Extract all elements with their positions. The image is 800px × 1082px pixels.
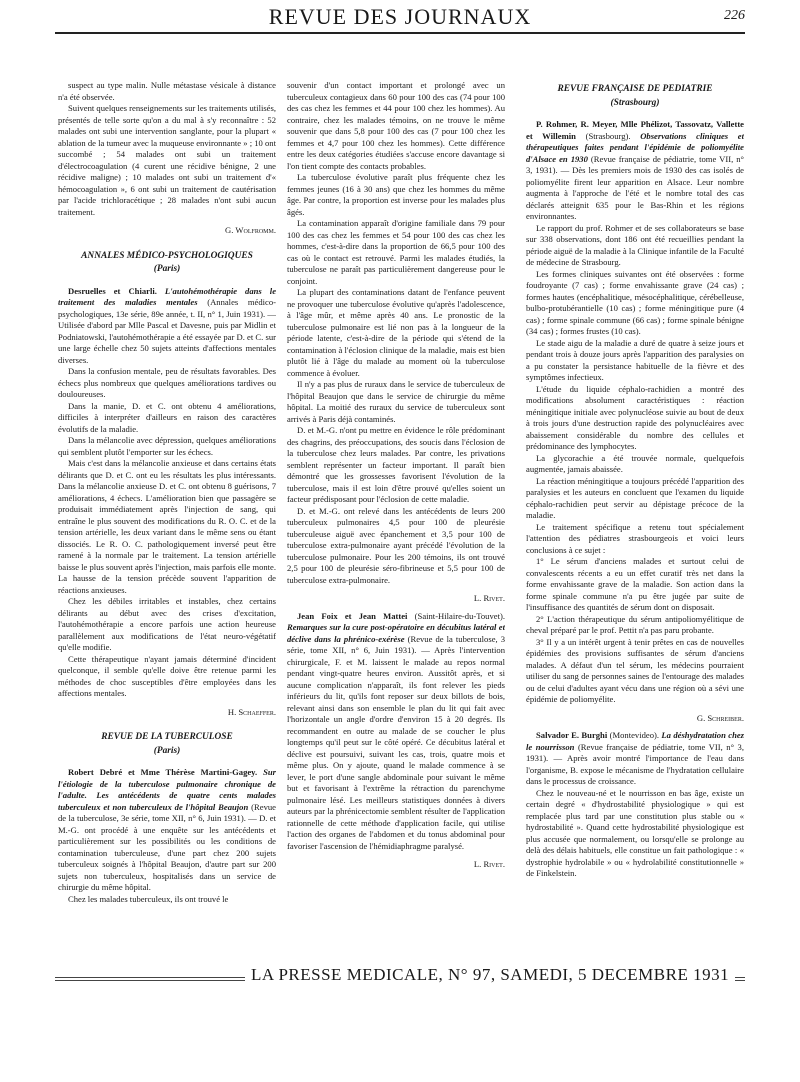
paragraph: Chez le nouveau-né et le nourrisson en bas âge, existe un certain degré « d'hydrostabilité physiologique » qui est remplacée plus tard par une constitution plus stable ou « hydrostabilité ». Quand cette hydrostabilité physiologique est plus accusée que normalement, ou lorsqu'elle se prolonge au delà des délais habituels, elle constitue un fait pathologique : « dystrophie hydrolabile » ou « hydrolabilité constitutionnelle » de Finkelstein. xyxy=(526,787,744,878)
paragraph: Chez les débiles irritables et instables, chez certains délirants au début avec des crises d'excitation, l'autohémothérapie a encore parfois une action heureuse parallèlement aux modifications de l'état neuro-végétatif qu'elle modifie. xyxy=(58,596,276,652)
paragraph: suspect au type malin. Nulle métastase vésicale à distance n'a été observée. xyxy=(58,80,276,102)
paragraph: Il n'y a pas plus de ruraux dans le service de tuberculeux de l'hôpital Beaujon que dans le service de chirurgie du même hôpital. La moitié des ruraux du service de tuberculeux sont arrivés à Paris déjà contaminés. xyxy=(287,379,505,424)
paragraph: 1° Le sérum d'anciens malades et surtout celui de convalescents récents a eu un effet curatif très net dans la forme envahissante grave de la maladie. Son action dans la forme spinale commune n'a pu être jugée par suite de l'insuffisance des quantités de sérum dont on disposait. xyxy=(526,556,744,612)
article-body: (Revue de la tuberculose, 3e série, tome XII, n° 6, Juin 1931). — D. et M.-G. ont procédé à une enquête sur les antécédents et particulièrement sur les possibilités ou les conditions de contamination tuberculeuse, d'une part chez 200 sujets tuberculeux soignés à l'hôpital Beaujon, d'autre part sur 200 sujets non tuberculeux, hospitalisés dans un service de chirurgie du même hôpital. xyxy=(58,801,276,892)
article-authors: Desruelles et Chiarli. xyxy=(68,285,157,296)
article-abstract xyxy=(58,767,276,894)
paragraph: Chez les malades tuberculeux, ils ont trouvé le xyxy=(68,893,229,904)
article-abstract xyxy=(58,286,276,367)
paragraph: La plupart des contaminations datant de l'enfance peuvent ne provoquer une tuberculose évolutive qu'après l'adolescence, à l'âge mûr, et même après 40 ans. Le pronostic de la tuberculose pulmonaire est lié non pas à la longueur de la période latente, c'est-à-dire de la période qui s'étend de la contamination à l'éclosion clinique de la maladie, mais est bien plutôt lié à l'âge du malade au moment où la tuberculose commence à évoluer. xyxy=(287,287,505,378)
paragraph: La tuberculose évolutive paraît plus fréquente chez les femmes jeunes (16 à 30 ans) que chez les hommes du même âge. Par contre, la proportion est inverse pour les malades plus âgés. xyxy=(287,172,505,217)
page-footer xyxy=(55,965,745,991)
section-heading: ANNALES MÉDICO-PSYCHOLOGIQUES xyxy=(81,250,253,261)
paragraph: D. et M.-G. n'ont pu mettre en évidence le rôle prédominant des chagrins, des préoccupations, des soucis dans l'éclosion de la tuberculose chez leurs malades. Par contre, les privations semblent représenter un facteur important. Il paraît bien démontré que les grossesses favorisent l'évolution de la tuberculose, mais il est loin d'être prouvé qu'elles soient un facteur prédisposant pour l'éclosion de cette maladie. xyxy=(287,425,505,504)
paragraph: Dans la confusion mentale, peu de résultats favorables. Des échecs plus nombreux que quelques améliorations tardives ou douloureuses. xyxy=(58,366,276,399)
paragraph: Mais c'est dans la mélancolie anxieuse et dans certains états délirants que D. et C. ont eu les résultats les plus intéressants. Dans la mélancolie anxieuse D. et C. ont obtenu 8 guérisons, 7 améliorations, 4 échecs. L'amélioration bien que passagère se produisait immédiatement après l'injection de sang, qui entraîne le plus souvent des modifications du R. O. C. et de la tension artérielle, les deux variant dans le même sens ou étant dissociés. Le R. O. C. pathologiquement inversé peut être ramené à la normale par le traitement. La tension artérielle baisse le plus souvent après l'injection, mais parfois elle monte. La hausse de la tension précède souvent l'apparition de réactions anxieuses. xyxy=(58,458,276,595)
paragraph: La réaction méningitique a toujours précédé l'apparition des paralysies et les auteurs en concluent que l'examen du liquide céphalo-rachidien peut servir au dépistage précoce de la maladie. xyxy=(526,475,744,520)
article-body: (Revue française de pédiatrie, tome VII, n° 3, 1931). — Dès les premiers mois de 1930 des cas isolés de poliomyélite firent leur apparition en Alsace. Leur nombre augmenta à l'approche de l'été et le nombre total des cas déclarés atteignit 635 pour le Bas-Rhin et les régions environnantes. xyxy=(526,153,744,221)
text-column-middle xyxy=(287,80,505,960)
text-column-right xyxy=(526,80,744,960)
author-signature: H. Schaeffer. xyxy=(227,706,276,717)
author-signature: L. Rivet. xyxy=(473,593,505,603)
paragraph: Dans la manie, D. et C. ont obtenu 4 améliorations, difficiles à interpréter d'ailleurs en raison des caractères évolutifs de la maladie. xyxy=(58,400,276,434)
section-heading: REVUE FRANÇAISE DE PEDIATRIE xyxy=(557,84,713,94)
author-signature: L. Rivet. xyxy=(473,859,505,869)
article-authors: Jean Foix et Jean Mattei xyxy=(297,610,408,621)
paragraph: D. et M.-G. ont relevé dans les antécédents de leurs 200 tuberculeux pulmonaires 4,5 pour 100 de pleurésie tuberculeuse aiguë avec épanchement et 3,5 pour 100 de tuberculose extra-pulmonaire ayant précédé l'évolution de la tuberculose pulmonaire. Pour les 200 témoins, ils ont trouvé 2,5 pour 100 de pleurésie séro-fibrineuse et 5,5 pour 100 de tuberculose extra-pulmonaire. xyxy=(287,505,505,585)
article-title: Observations cliniques et thérapeutiques faites pendant l'épidémie de poliomyélite d'Alsace en 1930 xyxy=(526,130,744,164)
paragraph: Dans la mélancolie avec dépression, quelques améliorations qui semblent plutôt l'emporter sur les échecs. xyxy=(58,435,276,457)
article-abstract xyxy=(526,119,744,223)
author-signature: G. Schreiber. xyxy=(696,712,744,723)
section-location: (Paris) xyxy=(153,745,181,756)
paragraph: La contamination apparaît d'origine familiale dans 79 pour 100 des cas chez les femmes et 54 pour 100 des cas chez les hommes, c'est-à-dire dans la proportion de 66,5 pour 100 des cas où le contact est retrouvé. Parmi les malades étudiés, la tuberculose ne paraît pas particulièrement dangereuse pour le conjoint. xyxy=(287,218,505,286)
section-heading: REVUE DE LA TUBERCULOSE xyxy=(101,732,233,742)
footer-publication-line: LA PRESSE MEDICALE, N° 97, SAMEDI, 5 DECEMBRE 1931 xyxy=(245,965,735,985)
article-place: (Strasbourg). xyxy=(585,130,631,141)
article-abstract xyxy=(287,611,505,853)
article-abstract xyxy=(526,730,744,788)
paragraph: Le traitement spécifique a retenu tout spécialement l'attention des pédiatres strasbourgeois et voici leurs conclusions à ce sujet : xyxy=(526,521,744,555)
author-signature: G. Wolfromm. xyxy=(225,225,276,235)
page-header xyxy=(55,2,745,34)
article-title: Remarques sur la cure post-opératoire en décubitus latéral et déclive dans la phrénico-exérèse xyxy=(287,622,505,644)
section-location: (Strasbourg) xyxy=(610,97,660,108)
footer-rule-left xyxy=(55,977,255,981)
journal-section-title: REVUE DES JOURNAUX xyxy=(268,4,532,29)
paragraph: Le rapport du prof. Rohmer et de ses collaborateurs se base sur 338 observations, dont 186 ont été recueillies pendant la période aiguë de la maladie à la Clinique infantile de la Faculté de médecine de Strasbourg. xyxy=(526,222,744,267)
article-authors: Salvador E. Burghi xyxy=(536,730,608,740)
paragraph: La glycorachie a été trouvée normale, quelquefois augmentée, jamais abaissée. xyxy=(526,452,744,474)
page-number: 226 xyxy=(724,8,745,23)
article-authors: P. Rohmer, R. Meyer, Mlle Phélizot, Tassovatz, Vallette et Willemin xyxy=(526,119,744,141)
article-title: La déshydratation chez le nourrisson xyxy=(526,730,744,752)
article-place: (Montevideo). xyxy=(609,730,660,740)
paragraph: 3° Il y a un intérêt urgent à tenir prêtes en cas de nouvelles épidémies des provisions suffisantes de sérum d'anciens malades. A défaut d'un tel sérum, les médecins pourraient utiliser du sang de personnes saines de l'entourage des malades ou de celui d'adultes ayant vécu dans une région où a sévi une épidémie de poliomyélite. xyxy=(526,636,744,704)
paragraph: Le stade aigu de la maladie a duré de quatre à seize jours et pendant trois à douze jours après l'apparition des paralysies on a pu constater la persistance habituelle de la fièvre et des symptômes infectieux. xyxy=(526,337,744,382)
section-location: (Paris) xyxy=(153,264,181,274)
paragraph: L'étude du liquide céphalo-rachidien a montré des modifications absolument caractéristiques : réaction méningitique initiale avec polynucléose suivie au bout de deux à trois jours d'une destruction rapide des polynucléaires avec abaissement considérable du nombre des cellules et prédominance des lymphocytes. xyxy=(526,383,744,451)
article-title: L'autohémothérapie dans le traitement des maladies mentales xyxy=(58,285,276,307)
article-body: (Annales médico-psychologiques, 13e série, 89e année, t. II, n° 1, Juin 1931). — Utilisée d'abord par Mlle Pascal et Davesne, puis par Midlin et Podniatowski, l'autohémothérapie a été essayée par D. et C. sur une large échelle chez 50 sujets atteints d'affections mentales diverses. xyxy=(58,297,276,365)
paragraph: souvenir d'un contact important et prolongé avec un tuberculeux contagieux dans 60 pour 100 des cas (74 pour 100 des cas chez les femmes et 44 pour 100 chez les hommes). Au contraire, chez les malades témoins, on ne trouve le même souvenir que dans 5,8 pour 100 des cas (7 pour 100 chez les femmes et 4,7 pour 100 chez les hommes). Cette différence entre les deux catégories étudiées s'accuse encore davantage si l'on tient compte des contacts probables. xyxy=(287,80,505,171)
article-title: Sur l'étiologie de la tuberculose pulmonaire chronique de l'adulte. Les antécédents de quatre cents malades tuberculeux et non tuberculeux de l'hôpital Beaujon xyxy=(58,767,276,812)
paragraph: Suivent quelques renseignements sur les traitements utilisés, présentés de telle sorte qu'on a du mal à s'y reconnaître : 52 malades ont subi une intervention sanglante, pour la plupart « ablation de la tumeur avec la muqueuse environnante » ; 10 ont succombé ; 54 malades ont subi un traitement d'électrocoagulation (4 curent une récidive bénigne, 2 une récidive maligne) ; 10 malades ont subi un traitement d'« hémocoagulation », 6 ont subi un traitement de cautérisation par l'acide trichloracétique ; 28 malades n'ont subi aucun traitement. xyxy=(58,103,276,217)
paragraph: Cette thérapeutique n'ayant jamais déterminé d'incident quelconque, il semble qu'elle doive être retenue parmi les méthodes de choc susceptibles d'être employées dans les affections mentales. xyxy=(58,653,276,698)
article-place: (Saint-Hilaire-du-Touvet). xyxy=(414,610,505,621)
paragraph: Les formes cliniques suivantes ont été observées : forme foudroyante (7 cas) ; forme envahissante grave (24 cas) ; formes hautes (encéphalitique, mésocéphalitique, cérébelleuse, bulbo-protubérantielle (10 cas) ; forme méningitique pure (4 cas) ; forme spinale commune (66 cas) ; forme spinale bénigne (34 cas) ; formes frustes (10 cas). xyxy=(526,268,744,336)
article-body: (Revue de la tuberculose, 3 série, tome XII, n° 6, Juin 1931). — Après l'intervention chirurgicale, F. et M. laissent le malade au repos normal pendant vingt-quatre heures environ. Aussitôt après, et si aucune complication n'apparaît, ils font relever les pieds inférieurs du lit, qu'ils font reposer sur deux billots de bois, relevant ainsi dans son ensemble le plan du lit qui fait avec l'horizontale un angle d'ordre d'environ 15 à 20 degrés. Ils recommandent en outre au malade de se coucher le plus longtemps qu'il peut sur le côté opéré. Ce décubitus latéral et déclive est poursuivi, suivant les cas, trois, quatre mois et même plus. On y ajoute, quand le malade commence à se lever, le port d'une sangle abdominale pour suivant le même but et favorisant à l'extrême la rétraction du parenchyme pulmonaire lésé. Les meilleurs statistiques données à divers auteurs par la phrénicectomie semblent résulter de l'application rationnelle de cette méthode d'application facile, qui utilise l'action des organes de l'abdomen et du tonus abdominal pour favoriser l'ascension de l'hémidiaphragme paralysé. xyxy=(287,633,505,851)
article-body: (Revue française de pédiatrie, tome VII, n° 3, 1931). — Après avoir montré l'importance de l'eau dans l'organisme, B. expose le mécanisme de l'hydratation cellulaire dans le processus de croissance. xyxy=(526,741,744,786)
text-column-left xyxy=(58,80,276,960)
paragraph: 2° L'action thérapeutique du sérum antipoliomyélitique de cheval préparé par le prof. Pettit n'a pas paru probante. xyxy=(526,613,744,635)
article-authors: Robert Debré et Mme Thérèse Martini-Gagey. xyxy=(68,767,258,777)
